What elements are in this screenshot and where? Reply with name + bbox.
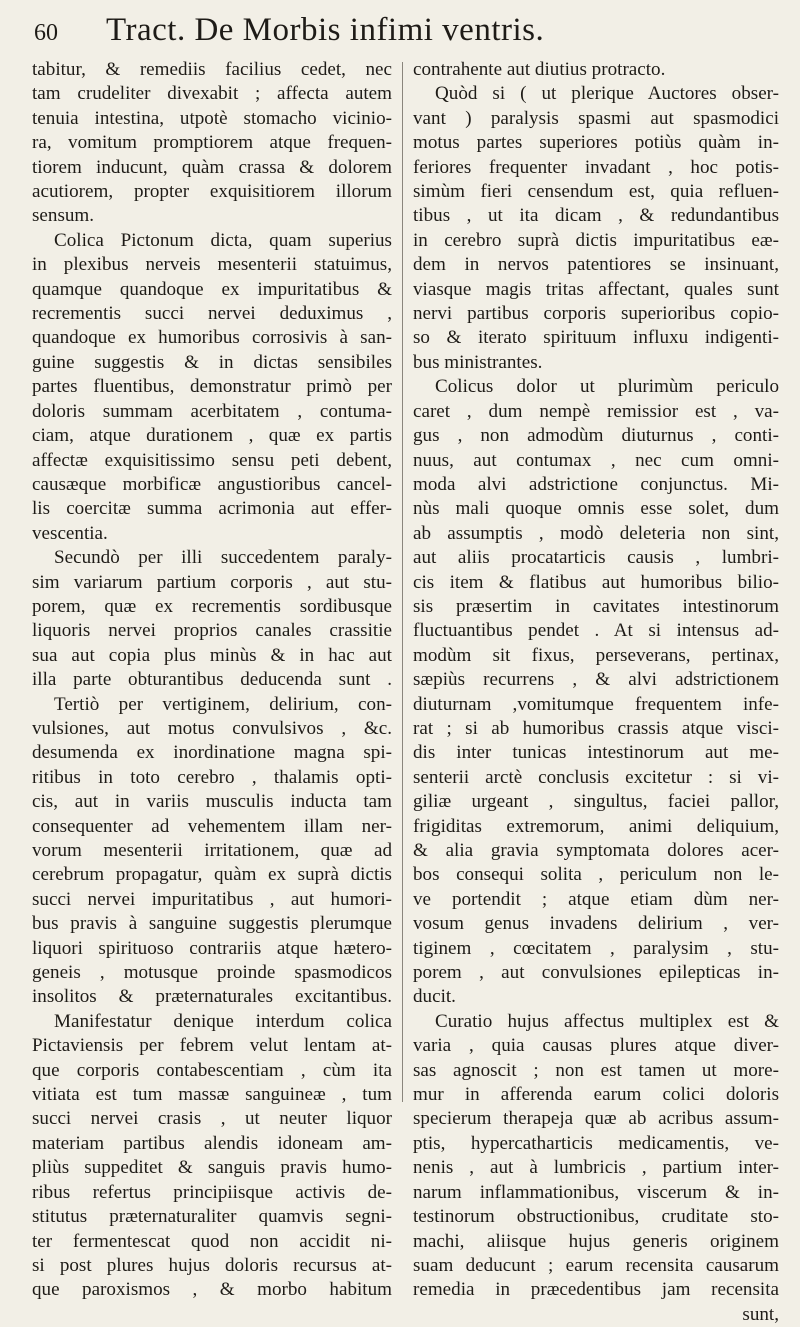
text-line: nervi partibus corporis superioribus copio- <box>413 303 779 325</box>
text-line: dis inter tunicas intestinorum aut me- <box>413 742 779 764</box>
text-line: tenuia intestina, utpotè stomacho vicinio- <box>32 107 392 129</box>
text-line: rat ; si ab humoribus crassis atque visci- <box>413 717 779 739</box>
text-line: cerebrum propagatur, quàm ex suprà dictis <box>32 864 392 886</box>
text-line: ab assumptis , modò deleteria non sint, <box>413 522 779 544</box>
text-line: guine suggestis & in dictas sensibiles <box>32 351 392 373</box>
running-title: Tract. De Morbis infimi ventris. <box>106 12 545 48</box>
text-line: vorum mesenterii irritationem, quæ ad <box>32 840 392 861</box>
text-line: sis præsertim in cavitates intestinorum <box>413 595 779 617</box>
text-line: ra, vomitum promptiorem atque frequen- <box>32 132 392 154</box>
text-line: sæpiùs recurrens , & alvi adstrictionem <box>413 669 779 691</box>
text-line: liquori spirituoso contrariis atque hætero- <box>32 937 392 959</box>
text-line: viasque magis tritas affectant, quales sunt <box>413 278 779 300</box>
page-number: 60 <box>34 20 58 46</box>
text-line: sas agnoscit ; non est tamen ut more- <box>413 1059 779 1081</box>
text-line: pliùs suppeditet & sanguis pravis humo- <box>32 1157 392 1179</box>
text-line: ciam, atque durationem , quæ ex partis <box>32 425 392 447</box>
left-text-column <box>32 58 392 1303</box>
text-line: Curatio hujus affectus multiplex est & <box>435 1010 779 1032</box>
text-line: vitiata est tum massæ sanguineæ , tum <box>32 1084 392 1106</box>
text-line: vosum genus invadens delirium , ver- <box>413 913 779 935</box>
text-line: frigiditas extremorum, animi deliquium, <box>413 815 779 837</box>
text-line: & alia gravia symptomata dolores acer- <box>413 840 779 861</box>
text-line: tibus , ut ita dicam , & redundantibus <box>413 205 779 227</box>
text-line: simùm fieri censendum est, quia refluen- <box>413 181 779 203</box>
text-line: desumenda ex inordinatione magna spi- <box>32 742 392 764</box>
text-line: mur in afferenda earum colici doloris <box>413 1084 779 1106</box>
text-line: cis, aut in variis musculis inducta tam <box>32 791 392 813</box>
text-line: specierum therapeja quæ ab acribus assum- <box>413 1108 779 1130</box>
text-line: doloris summam acerbitatem , contuma- <box>32 400 392 422</box>
text-line: vescentia. <box>32 522 108 544</box>
text-line: Pictaviensis per febrem velut lentam at- <box>32 1035 392 1057</box>
text-line: tiginem , cœcitatem , paralysim , stu- <box>413 937 779 959</box>
text-line: sim variarum partium corporis , aut stu- <box>32 571 392 593</box>
text-line: sensum. <box>32 205 95 227</box>
page-header <box>34 12 770 56</box>
text-line: cis item & flatibus aut humoribus bilio- <box>413 571 779 593</box>
text-line: contrahente aut diutius protracto. <box>413 59 666 80</box>
text-line: succi nervei impuritatibus , aut humori- <box>32 888 392 910</box>
text-line: liquoris nervei proprios canales crassitie <box>32 620 392 642</box>
text-line: gus , non admodùm diuturnus , conti- <box>413 425 779 447</box>
text-line: suam deducunt ; earum recensita causarum <box>413 1254 779 1276</box>
text-line: Quòd si ( ut plerique Auctores obser- <box>435 83 779 105</box>
text-line: causæque morbificæ angustioribus cancel- <box>32 473 392 495</box>
text-line: porem , aut convulsiones epilepticas in- <box>413 962 779 984</box>
text-line: in cerebro suprà dictis impuritatibus eæ- <box>413 229 779 251</box>
text-line: ve portendit ; atque etiam dùm ner- <box>413 888 779 910</box>
text-line: lis coercitæ summa acrimonia aut effer- <box>32 498 392 520</box>
text-line: Secundò per illi succedentem paraly- <box>54 547 392 569</box>
text-line: machi, aliisque hujus generis originem <box>413 1230 779 1252</box>
text-line: remedia in præcedentibus jam recensita <box>413 1279 779 1301</box>
text-line: fluctuantibus pendet . At si intensus ad- <box>413 620 779 642</box>
text-line: sua aut copia plus minùs & in hac aut <box>32 644 392 666</box>
text-line: affectæ exquisitissimo sensu peti debent, <box>32 449 392 471</box>
text-line: narum inflammationibus, viscerum & in- <box>413 1181 779 1203</box>
text-line: insolitos & præternaturales excitantibus. <box>32 986 392 1008</box>
text-line: nuus, aut contumax , nec cum omni- <box>413 449 779 471</box>
text-line: tiorem inducunt, quàm crassa & dolorem <box>32 156 392 178</box>
text-line: giliæ urgeant , singultus, faciei pallor, <box>413 791 779 813</box>
text-line: partes fluentibus, demonstratur primò per <box>32 376 392 398</box>
text-line: nùs mali quoque omnis esse solet, dum <box>413 498 779 520</box>
text-line: bus ministrantes. <box>413 351 543 373</box>
text-line: que paroxismos , & morbo habitum <box>32 1279 392 1301</box>
text-line: senterii arctè conclusis excitetur : si vi- <box>413 766 779 788</box>
text-line: quamque quandoque ex impuritatibus & <box>32 278 392 300</box>
text-line: stitutus præternaturaliter quamvis segni- <box>32 1206 392 1228</box>
text-line: in plexibus nerveis mesenterii statuimus, <box>32 254 392 276</box>
text-line: Tertiò per vertiginem, delirium, con- <box>54 693 392 715</box>
text-line: si post plures hujus doloris recursus at- <box>32 1254 392 1276</box>
text-line: quandoque ex humoribus corrosivis à san- <box>32 327 392 349</box>
text-line: nenis , aut à lumbricis , partium inter- <box>413 1157 779 1179</box>
text-line: succi nervei crasis , ut neuter liquor <box>32 1108 392 1130</box>
text-line: porem, quæ ex recrementis sordibusque <box>32 595 392 617</box>
text-line: vant ) paralysis spasmi aut spasmodici <box>413 107 779 129</box>
text-line: ducit. <box>413 986 456 1008</box>
text-line: aut aliis procatarticis causis , lumbri- <box>413 547 779 569</box>
text-line: materiam partibus alendis idoneam am- <box>32 1132 392 1154</box>
text-line: bus pravis à sanguine suggestis plerumque <box>32 913 392 935</box>
text-line: tabitur, & remediis facilius cedet, nec <box>32 59 392 80</box>
text-line: consequenter ad vehementem illam ner- <box>32 815 392 837</box>
right-text-column <box>413 58 779 1327</box>
text-line: vulsiones, aut motus convulsivos , &c. <box>32 717 392 739</box>
text-line: ptis, hypercatharticis medicamentis, ve- <box>413 1132 779 1154</box>
text-line: caret , dum nempè remissior est , va- <box>413 400 779 422</box>
text-line: varia , quia causas plures atque diver- <box>413 1035 779 1057</box>
text-line: geneis , motusque proinde spasmodicos <box>32 962 392 984</box>
text-line: que corporis contabescentiam , cùm ita <box>32 1059 392 1081</box>
text-line: moda alvi adstrictione conjunctus. Mi- <box>413 473 779 495</box>
text-line: ritibus in toto cerebro , thalamis opti- <box>32 766 392 788</box>
text-line: tam crudeliter divexabit ; affecta autem <box>32 83 392 105</box>
text-line: Colicus dolor ut plurimùm periculo <box>435 376 779 398</box>
text-line: diuturnam ,vomitumque frequentem infe- <box>413 693 779 715</box>
text-line: motus partes superiores potiùs quàm in- <box>413 132 779 154</box>
text-line: ter fermentescat quod non accidit ni- <box>32 1230 392 1252</box>
column-divider <box>402 62 403 1102</box>
text-line: Manifestatur denique interdum colica <box>54 1010 392 1032</box>
text-line: ribus refertus principiisque activis de- <box>32 1181 392 1203</box>
text-line: acutiorem, propter exquisitiorem illorum <box>32 181 392 203</box>
text-line: testinorum obstructionibus, cruditate sto- <box>413 1206 779 1228</box>
text-line: bos consequi solita , periculum non le- <box>413 864 779 886</box>
text-line: modùm sit fixus, perseverans, pertinax, <box>413 644 779 666</box>
text-line: recrementis succi nervei deduximus , <box>32 303 392 325</box>
text-line: illa parte obturantibus deducenda sunt . <box>32 669 392 691</box>
text-line: dem in nervos patentiores se insinuant, <box>413 254 779 276</box>
text-line: so & iterato spirituum influxu indigenti- <box>413 327 779 349</box>
text-line: feriores frequenter invadant , hoc potis- <box>413 156 779 178</box>
text-line: sunt, <box>742 1303 779 1325</box>
text-line: Colica Pictonum dicta, quam superius <box>54 229 392 251</box>
